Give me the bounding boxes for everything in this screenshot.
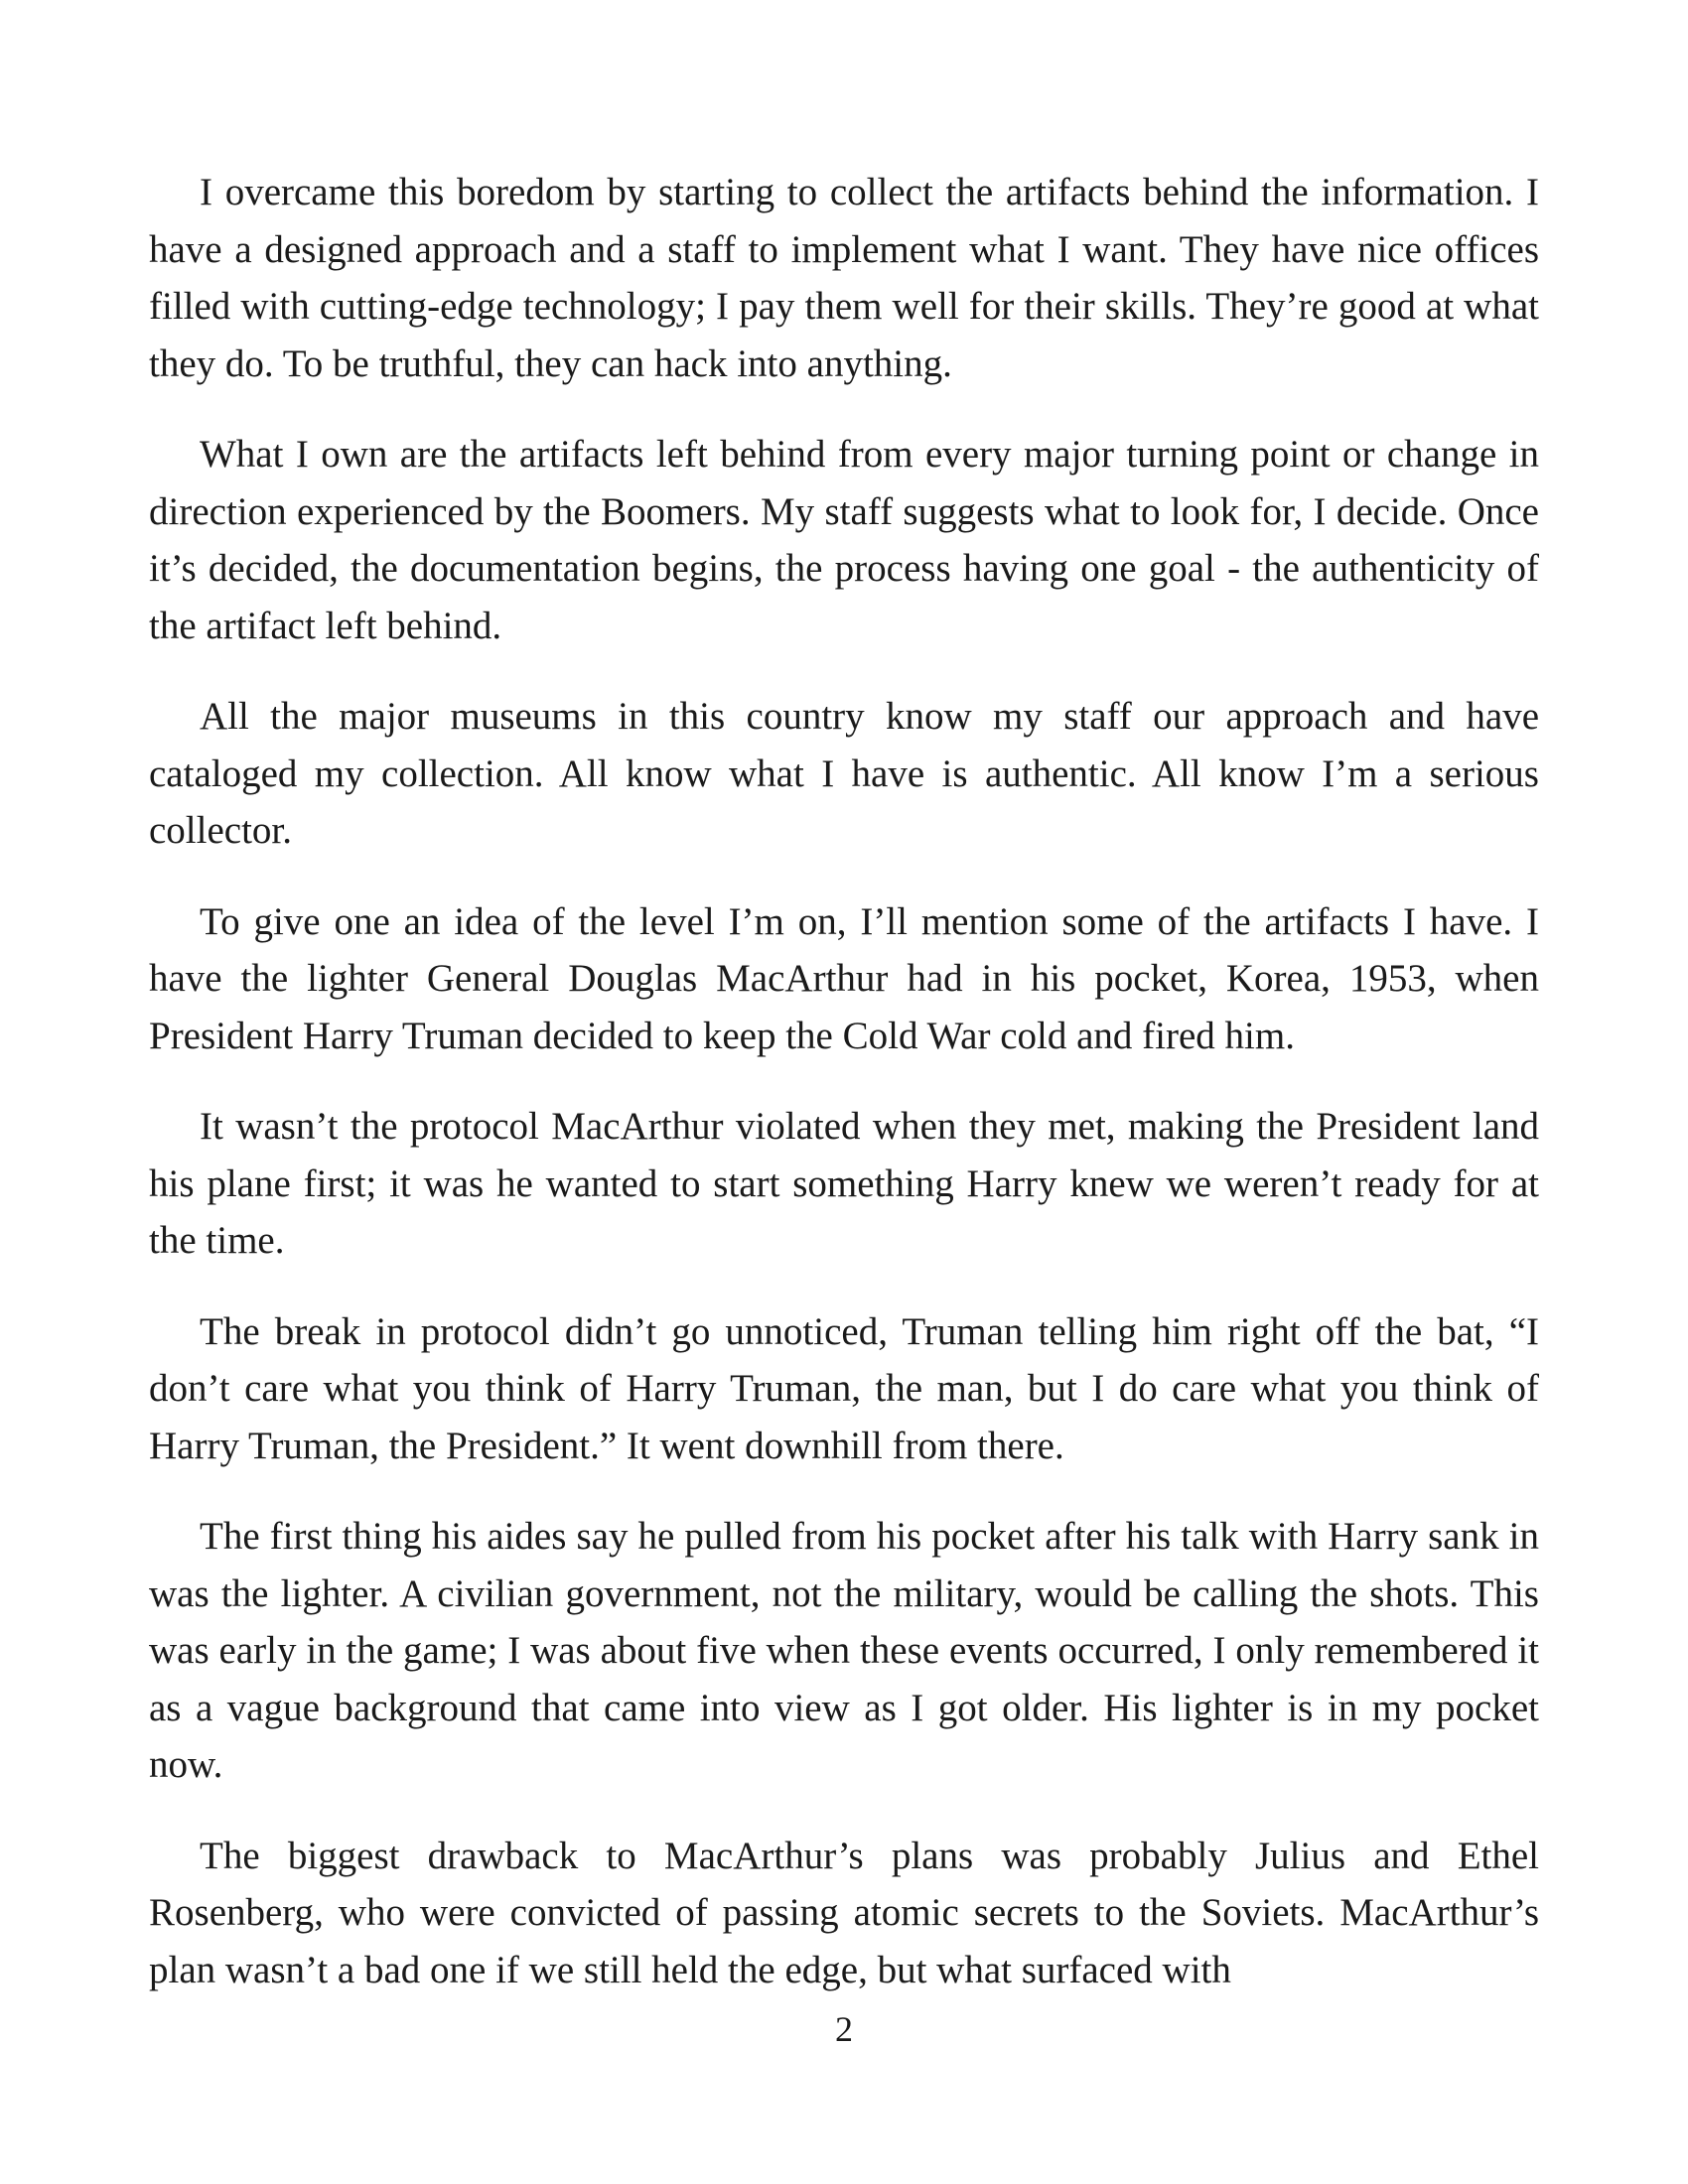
paragraph-2: What I own are the artifacts left behind from every major turning point or change in direction experienced by the Boomers. My staff suggests what to look for, I decide. Once it’s decided, the documentation begins, the process having one goal - the authenticity of the artifact left behind. [149, 433, 1539, 647]
page-number: 2 [835, 2009, 853, 2049]
paragraph-4: To give one an idea of the level I’m on, I’ll mention some of the artifacts I have. I have the lighter General Douglas MacArthur had in his pocket, Korea, 1953, when President Harry Truman decided to keep the Cold War cold and fired him. [149, 899, 1539, 1057]
paragraph-6: The break in protocol didn’t go unnoticed, Truman telling him right off the bat, “I don’t care what you think of Harry Truman, the man, but I do care what you think of Harry Truman, the President.” It went downhill from there. [149, 1309, 1539, 1467]
paragraph-3: All the major museums in this country know my staff our approach and have cataloged my collection. All know what I have is authentic. All know I’m a serious collector. [149, 695, 1539, 852]
paragraph-5: It wasn’t the protocol MacArthur violated when they met, making the President land his plane first; it was he wanted to start something Harry knew we weren’t ready for at the time. [149, 1105, 1539, 1262]
paragraph-8: The biggest drawback to MacArthur’s plans was probably Julius and Ethel Rosenberg, who were convicted of passing atomic secrets to the Soviets. MacArthur’s plan wasn’t a bad one if we still held the edge, but what surfaced with [149, 1834, 1539, 1991]
paragraph-1: I overcame this boredom by starting to collect the artifacts behind the information. I have a designed approach and a staff to implement what I want. They have nice offices filled with cutting-edge technology; I pay them well for their skills. They’re good at what they do. To be truthful, they can hack into anything. [149, 171, 1539, 385]
document-body [149, 164, 1539, 2032]
paragraph-7: The first thing his aides say he pulled from his pocket after his talk with Harry sank in was the lighter. A civilian government, not the military, would be calling the shots. This was early in the game; I was about five when these events occurred, I only remembered it as a vague background that came into view as I got older. His lighter is in my pocket now. [149, 1515, 1539, 1786]
